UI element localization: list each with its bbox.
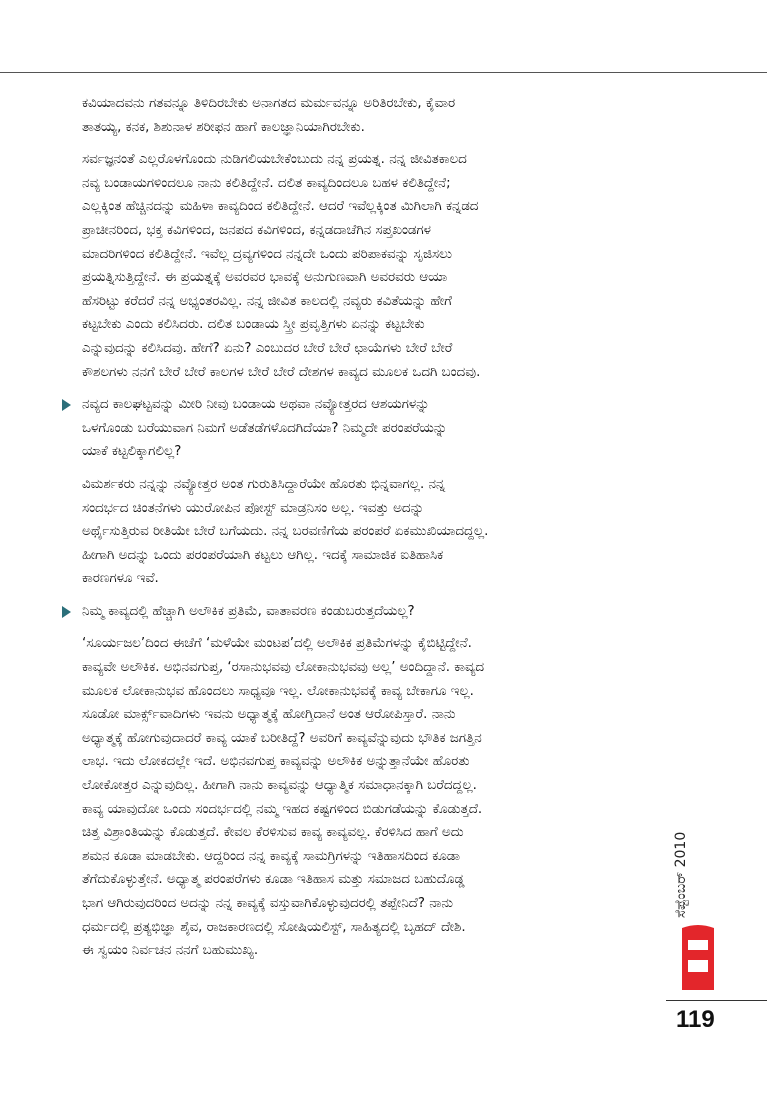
text-line: ತಾತಯ್ಯ, ಕನಕ, ಶಿಶುನಾಳ ಶರೀಫನ ಹಾಗೆ ಕಾಲಜ್ಞಾನಿಯಾಗಿರಬೇಕು. xyxy=(82,119,365,135)
answer-paragraph xyxy=(82,148,658,384)
text-line: ತೆಗೆದುಕೊಳ್ಳುತ್ತೇನೆ. ಅಧ್ಯಾತ್ಮ ಪರಂಪರೆಗಳು ಕೂಡಾ ಇತಿಹಾಸ ಮತ್ತು ಸಮಾಜದ ಬಹುದೊಡ್ಡ xyxy=(82,872,465,888)
text-line: ಕಟ್ಟಬೇಕು ಎಂದು ಕಲಿಸಿದರು. ದಲಿತ ಬಂಡಾಯ ಸ್ತ್ರೀ ಪ್ರವೃತ್ತಿಗಳು ಏನನ್ನು ಕಟ್ಟಬೇಕು xyxy=(82,317,425,333)
top-rule xyxy=(0,72,767,73)
text-line: ಧರ್ಮದಲ್ಲಿ ಪ್ರತ್ಯಭಿಜ್ಞಾ ಶೈವ, ರಾಜಕಾರಣದಲ್ಲಿ ಸೋಷಿಯಲಿಸ್ಟ್, ಸಾಹಿತ್ಯದಲ್ಲಿ ಬೃಹದ್ ದೇಶಿ. xyxy=(82,919,466,935)
text-line: ಹೀಗಾಗಿ ಅದನ್ನು ಒಂದು ಪರಂಪರೆಯಾಗಿ ಕಟ್ಟಲು ಆಗಿಲ್ಲ. ಇದಕ್ಕೆ ಸಾಮಾಜಿಕ ಐತಿಹಾಸಿಕ xyxy=(82,547,444,563)
text-line: ಭಾಗ ಆಗಿರುವುದರಿಂದ ಅದನ್ನು ನನ್ನ ಕಾವ್ಯಕ್ಕೆ ವಸ್ತುವಾಗಿಕೊಳ್ಳುವುದರಲ್ಲಿ ತಪ್ಪೇನಿದೆ? ನಾನು xyxy=(82,896,454,911)
text-line: ಸಂದರ್ಭದ ಚಿಂತನೆಗಳು ಯುರೋಪಿನ ಪೋಸ್ಟ್ ಮಾಡ್ರನಿಸಂ ಅಲ್ಲ. ಇವತ್ತು ಅದನ್ನು xyxy=(82,500,425,516)
issue-date: ಸೆಪ್ಟೆಂಬರ್ 2010 xyxy=(673,831,689,918)
text-line: ಕಾವ್ಯ ಯಾವುದೋ ಒಂದು ಸಂದರ್ಭದಲ್ಲಿ ನಮ್ಮ ಇಹದ ಕಷ್ಟಗಳಿಂದ ಬಿಡುಗಡೆಯನ್ನು ಕೊಡುತ್ತದೆ. xyxy=(82,801,483,817)
text-line: ಚಿತ್ತ ವಿಶ್ರಾಂತಿಯನ್ನು ಕೊಡುತ್ತದೆ. ಕೇವಲ ಕೆರಳಿಸುವ ಕಾವ್ಯ ಕಾವ್ಯವಲ್ಲ. ಕೆರಳಿಸಿದ ಹಾಗೆ ಅದು xyxy=(82,825,464,841)
answer-paragraph xyxy=(82,632,658,962)
text-line: ಮಾದರಿಗಳಿಂದ ಕಲಿತಿದ್ದೇನೆ. ಇವೆಲ್ಲ ದ್ರವ್ಯಗಳಿಂದ ನನ್ನದೇ ಒಂದು ಪರಿಪಾಕವನ್ನು ಸೃಜಿಸಲು xyxy=(82,246,452,262)
text-line: ಕವಿಯಾದವನು ಗತವನ್ನೂ ತಿಳಿದಿರಬೇಕು ಅನಾಗತದ ಮರ್ಮವನ್ನೂ ಅರಿತಿರಬೇಕು, ಕೈವಾರ xyxy=(82,96,456,111)
text-line: ಲಾಭ. ಇದು ಲೋಕದಲ್ಲೇ ಇದೆ. ಅಭಿನವಗುಪ್ತ ಕಾವ್ಯವನ್ನು ಅಲೌಕಿಕ ಅನ್ನುತ್ತಾನೆಯೇ ಹೊರತು xyxy=(82,754,470,770)
magazine-logo xyxy=(676,920,720,996)
text-line: ಸರ್ವಜ್ಞನಂತೆ ಎಲ್ಲರೊಳಗೊಂದು ನುಡಿಗಲಿಯಬೇಕೆಂಬುದು ನನ್ನ ಪ್ರಯತ್ನ. ನನ್ನ ಜೀವಿತಕಾಲದ xyxy=(82,152,467,168)
question-marker-icon xyxy=(62,606,71,618)
text-line: ಕಾರಣಗಳೂ ಇವೆ. xyxy=(82,571,159,587)
text-line: ಅರ್ಥೈಸುತ್ತಿರುವ ರೀತಿಯೇ ಬೇರೆ ಬಗೆಯದು. ನನ್ನ ಬರವಣಿಗೆಯ ಪರಂಪರೆ ಏಕಮುಖಿಯಾದದ್ದಲ್ಲ. xyxy=(82,524,489,540)
text-line: ಒಳಗೊಂಡು ಬರೆಯುವಾಗ ನಿಮಗೆ ಅಡೆತಡೆಗಳೊದಗಿದೆಯಾ? ನಿಮ್ಮದೇ ಪರಂಪರೆಯನ್ನು xyxy=(82,420,448,436)
text-line: ಕೌಶಲಗಳು ನನಗೆ ಬೇರೆ ಬೇರೆ ಕಾಲಗಳ ಬೇರೆ ಬೇರೆ ದೇಶಗಳ ಕಾವ್ಯದ ಮೂಲಕ ಒದಗಿ ಬಂದವು. xyxy=(82,364,481,380)
text-line: ನಿಮ್ಮ ಕಾವ್ಯದಲ್ಲಿ ಹೆಚ್ಚಾಗಿ ಅಲೌಕಿಕ ಪ್ರತಿಮೆ, ವಾತಾವರಣ ಕಂಡುಬರುತ್ತದೆಯಲ್ಲ? xyxy=(82,603,415,619)
text-line: ಈ ಸ್ವಯಂ ನಿರ್ವಚನ ನನಗೆ ಬಹುಮುಖ್ಯ. xyxy=(82,943,259,959)
text-line: ಎಲ್ಲಕ್ಕಿಂತ ಹೆಚ್ಚಿನದನ್ನು ಮಹಿಳಾ ಕಾವ್ಯದಿಂದ ಕಲಿತಿದ್ದೇನೆ. ಆದರೆ ಇವೆಲ್ಲಕ್ಕಿಂತ ಮಿಗಿಲಾಗಿ ಕನ್ನಡದ xyxy=(82,199,479,215)
text-line: ಕಾವ್ಯವೇ ಅಲೌಕಿಕ. ಅಭಿನವಗುಪ್ತ, ‘ರಸಾನುಭವವು ಲೋಕಾನುಭವವು ಅಲ್ಲ’ ಅಂದಿದ್ದಾನೆ. ಕಾವ್ಯದ xyxy=(82,660,485,676)
text-line: ಪ್ರಯತ್ನಿಸುತ್ತಿದ್ದೇನೆ. ಈ ಪ್ರಯತ್ನಕ್ಕೆ ಅವರವರ ಭಾವಕ್ಕೆ ಅನುಗುಣವಾಗಿ ಅವರವರು ಆಯಾ xyxy=(82,270,448,286)
text-line: ಸೂಡೋ ಮಾರ್ಕ್ಸ್‌ವಾದಿಗಳು ಇವನು ಅಧ್ಯಾತ್ಮಕ್ಕೆ ಹೋಗ್ತಿದಾನೆ ಅಂತ ಆರೋಪಿಸ್ತಾರೆ. ನಾನು xyxy=(82,707,456,723)
text-line: ಅಧ್ಯಾತ್ಮಕ್ಕೆ ಹೋಗುವುದಾದರೆ ಕಾವ್ಯ ಯಾಕೆ ಬರೀತಿದ್ದೆ? ಅವರಿಗೆ ಕಾವ್ಯವೆನ್ನುವುದು ಭೌತಿಕ ಜಗತ್ತಿನ xyxy=(82,730,482,746)
bottom-rule xyxy=(666,1000,767,1001)
text-line: ಯಾಕೆ ಕಟ್ಟಲಿಕ್ಕಾಗಲಿಲ್ಲ? xyxy=(82,444,182,460)
text-line: ಲೋಕೋತ್ತರ ಎನ್ನುವುದಿಲ್ಲ. ಹೀಗಾಗಿ ನಾನು ಕಾವ್ಯವನ್ನು ಆಧ್ಯಾತ್ಮಿಕ ಸಮಾಧಾನಕ್ಕಾಗಿ ಬರೆದದ್ದಲ್ಲ. xyxy=(82,778,477,794)
text-line: ಶಮನ ಕೂಡಾ ಮಾಡಬೇಕು. ಆದ್ದರಿಂದ ನನ್ನ ಕಾವ್ಯಕ್ಕೆ ಸಾಮಗ್ರಿಗಳನ್ನು ಇತಿಹಾಸದಿಂದ ಕೂಡಾ xyxy=(82,848,461,864)
text-line: ಪ್ರಾಚೀನರಿಂದ, ಭಕ್ತ ಕವಿಗಳಿಂದ, ಜನಪದ ಕವಿಗಳಿಂದ, ಕನ್ನಡದಾಚೆಗಿನ ಸಪ್ತಖಂಡಗಳ xyxy=(82,222,431,238)
interview-question xyxy=(82,600,658,624)
answer-paragraph xyxy=(82,92,658,139)
article-body xyxy=(82,92,658,972)
text-line: ಮೂಲಕ ಲೋಕಾನುಭವ ಹೊಂದಲು ಸಾಧ್ಯವೂ ಇಲ್ಲ. ಲೋಕಾನುಭವಕ್ಕೆ ಕಾವ್ಯ ಬೇಕಾಗೂ ಇಲ್ಲ. xyxy=(82,683,474,699)
text-line: ನವ್ಯದ ಕಾಲಘಟ್ಟವನ್ನು ಮೀರಿ ನೀವು ಬಂಡಾಯ ಅಥವಾ ನವ್ಯೋತ್ತರದ ಆಶಯಗಳನ್ನು xyxy=(82,397,430,413)
interview-question xyxy=(82,393,658,464)
text-line: ನವ್ಯ ಬಂಡಾಯಗಳಿಂದಲೂ ನಾನು ಕಲಿತಿದ್ದೇನೆ. ದಲಿತ ಕಾವ್ಯದಿಂದಲೂ ಬಹಳ ಕಲಿತಿದ್ದೇನೆ; xyxy=(82,175,451,191)
text-line: ಹೆಸರಿಟ್ಟು ಕರೆದರೆ ನನ್ನ ಅಭ್ಯಂತರವಿಲ್ಲ. ನನ್ನ ಜೀವಿತ ಕಾಲದಲ್ಲಿ ನವ್ಯರು ಕವಿತೆಯನ್ನು ಹೇಗೆ xyxy=(82,293,452,309)
question-marker-icon xyxy=(62,399,71,411)
text-line: ‘ಸೂರ್ಯಜಲ’ದಿಂದ ಈಚೆಗೆ ‘ಮಳೆಯೇ ಮಂಟಪ’ದಲ್ಲಿ ಅಲೌಕಿಕ ಪ್ರತಿಮೆಗಳನ್ನು ಕೈಬಿಟ್ಟಿದ್ದೇನೆ. xyxy=(82,636,472,652)
answer-paragraph xyxy=(82,473,658,591)
page-number: 119 xyxy=(676,1006,715,1033)
text-line: ವಿಮರ್ಶಕರು ನನ್ನನ್ನು ನವ್ಯೋತ್ತರ ಅಂತ ಗುರುತಿಸಿದ್ದಾರೆಯೇ ಹೊರತು ಭಿನ್ನವಾಗಲ್ಲ. ನನ್ನ xyxy=(82,476,446,492)
text-line: ಎನ್ನುವುದನ್ನು ಕಲಿಸಿದವು. ಹೇಗೆ? ಏನು? ಎಂಬುದರ ಬೇರೆ ಬೇರೆ ಛಾಯೆಗಳು ಬೇರೆ ಬೇರೆ xyxy=(82,340,453,356)
